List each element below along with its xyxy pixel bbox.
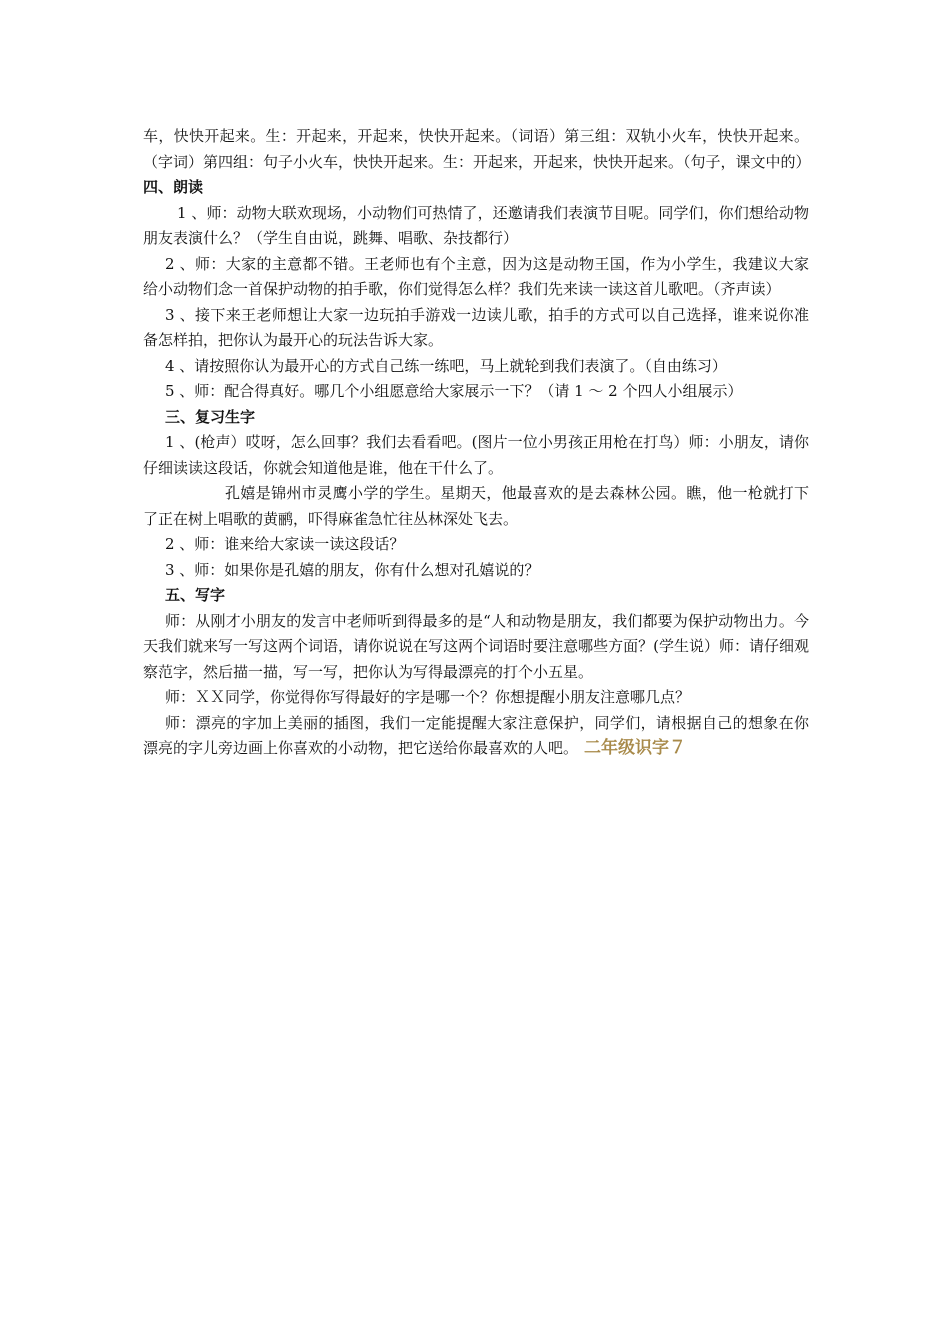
paragraph-continuation: 车，快快开起来。生：开起来，开起来，快快开起来。（词语）第三组：双轨小火车，快快开起来。（字词）第四组：句子小火车，快快开起来。生：开起来，开起来，快快开起来。（句子，课文中的） bbox=[143, 127, 811, 171]
section-heading-reading: 四、朗读 bbox=[143, 178, 204, 196]
writing-step-1: 师：从刚才小朋友的发言中老师听到得最多的是“人和动物是朋友，我们都要为保护动物出力。今天我们就来写一写这两个词语，请你说说在写这两个词语时要注意哪些方面？(学生说）师：请仔细观察范字，然后描一描，写一写，把你认为写得最漂亮的打个小五星。 bbox=[143, 611, 809, 681]
review-step-1: 1 、(枪声）哎呀，怎么回事？我们去看看吧。(图片一位小男孩正用枪在打鸟）师：小朋友，请你仔细读读这段话，你就会知道他是谁，他在干什么了。 bbox=[143, 433, 809, 477]
section-heading-review: 三、复习生字 bbox=[165, 407, 256, 426]
document-body bbox=[143, 124, 809, 762]
review-quote: 孔嬉是锦州市灵鹰小学的学生。星期天，他最喜欢的是去森林公园。瞧，他一枪就打下了正在树上唱歌的黄鹂，吓得麻雀急忙往丛林深处飞去。 bbox=[143, 484, 809, 528]
reading-step-1: 1 、师：动物大联欢现场，小动物们可热情了，还邀请我们表演节目呢。同学们，你们想给动物朋友表演什么？（学生自由说，跳舞、唱歌、杂技都行） bbox=[143, 203, 809, 247]
writing-step-2: 师：ＸＸ同学，你觉得你写得最好的字是哪一个？你想提醒小朋友注意哪几点？ bbox=[165, 688, 691, 706]
reading-step-5: 5 、师：配合得真好。哪几个小组愿意给大家展示一下？（请 1 ～ 2 个四人小组展示） bbox=[165, 382, 743, 400]
review-step-2: 2 、师：谁来给大家读一读这段话？ bbox=[165, 535, 405, 553]
writing-step-3 bbox=[143, 711, 809, 762]
reading-step-2: 2 、师：大家的主意都不错。王老师也有个主意，因为这是动物王国，作为小学生，我建议大家给小动物们念一首保护动物的拍手歌，你们觉得怎么样？我们先来读一读这首儿歌吧。（齐声读） bbox=[143, 254, 809, 298]
review-step-3: 3 、师：如果你是孔嬉的朋友，你有什么想对孔嬉说的？ bbox=[165, 560, 540, 579]
reading-step-4: 4 、请按照你认为最开心的方式自己练一练吧，马上就轮到我们表演了。（自由练习） bbox=[165, 356, 727, 375]
section-heading-writing: 五、写字 bbox=[165, 586, 226, 604]
reading-step-3: 3 、接下来王老师想让大家一边玩拍手游戏一边读儿歌，拍手的方式可以自己选择，谁来说你准备怎样拍，把你认为最开心的玩法告诉大家。 bbox=[143, 305, 809, 349]
document-tail-label: 二年级识字７ bbox=[584, 738, 687, 758]
writing-step-3-text: 师：漂亮的字加上美丽的插图，我们一定能提醒大家注意保护，同学们，请根据自己的想象在你漂亮的字儿旁边画上你喜欢的小动物，把它送给你最喜欢的人吧。 bbox=[143, 713, 809, 757]
